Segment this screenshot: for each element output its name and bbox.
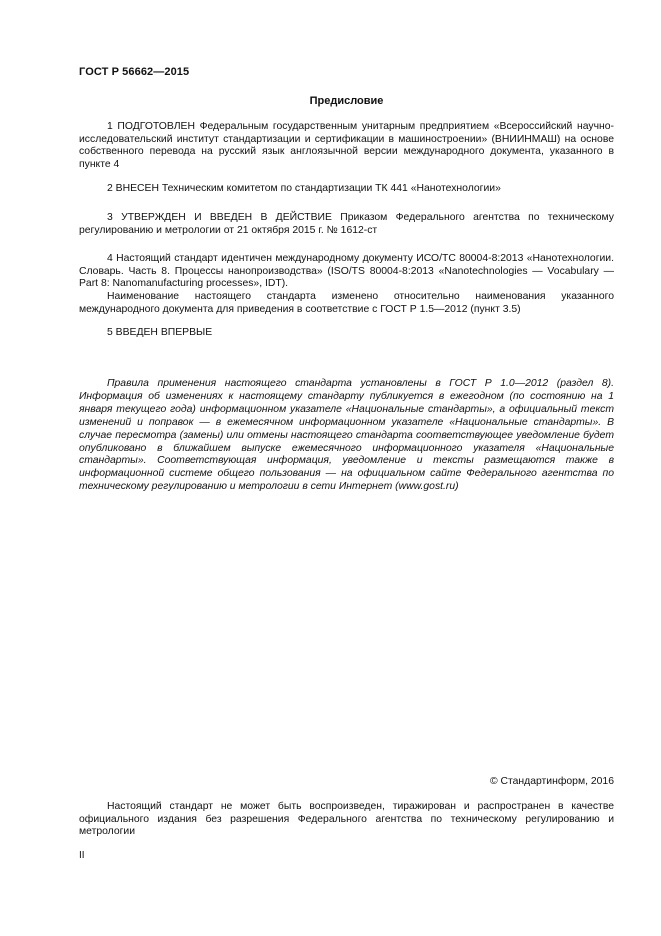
paragraph-introduced-first: 5 ВВЕДЕН ВПЕРВЫЕ (107, 327, 213, 338)
copyright: © Стандартинформ, 2016 (489, 776, 614, 787)
paragraph-identical-to: 4 Настоящий стандарт идентичен международному документу ИСО/ТС 80004-8:2013 «Нанотехнологии. Словарь. Часть 8. Процессы нанопроизводства» (ISO/TS 80004-8:2013 «Nanotechnologies — Vocabulary — Part 8: Nanomanufacturing processes», IDT). (79, 253, 614, 290)
reproduction-notice: Настоящий стандарт не может быть воспроизведен, тиражирован и распространен в качестве официального издания без разрешения Федерального агентства по техническому регулированию и метрологии (79, 801, 614, 838)
paragraph-introduced-by: 2 ВНЕСЕН Техническим комитетом по стандартизации ТК 441 «Нанотехнологии» (107, 183, 501, 194)
paragraph-prepared-by: 1 ПОДГОТОВЛЕН Федеральным государственным унитарным предприятием «Всероссийский научно-исследовательский институт стандартизации и сертификации в машиностроении» (ВНИИНМАШ) на основе собственного перевода на русский язык англоязычной версии международного документа, указанного в пункте 4 (79, 121, 614, 170)
usage-notice: Правила применения настоящего стандарта установлены в ГОСТ Р 1.0—2012 (раздел 8). Информация об изменениях к настоящему стандарту публикуется в ежегодном (по состоянию на 1 января текущего года) информационном указателе «Национальные стандарты», а официальный текст изменений и поправок — в ежемесячном информационном указателе «Национальные стандарты». В случае пересмотра (замены) или отмены настоящего стандарта соответствующее уведомление будет опубликовано в ближайшем выпуске ежемесячного информационного указателя «Национальные стандарты». Соответствующая информация, уведомление и тексты размещаются также в информационной системе общего пользования — на официальном сайте Федерального агентства по техническому регулированию и метрологии в сети Интернет (www.gost.ru) (79, 378, 614, 493)
page-number: II (79, 850, 85, 861)
paragraph-approved: 3 УТВЕРЖДЕН И ВВЕДЕН В ДЕЙСТВИЕ Приказом Федерального агентства по техническому регулированию и метрологии от 21 октября 2015 г. № 1612-ст (79, 212, 614, 236)
paragraph-name-changed: Наименование настоящего стандарта изменено относительно наименования указанного международного документа для приведения в соответствие с ГОСТ Р 1.5—2012 (пункт 3.5) (79, 291, 614, 315)
section-title: Предисловие (309, 95, 384, 107)
document-header: ГОСТ Р 56662—2015 (79, 66, 190, 78)
